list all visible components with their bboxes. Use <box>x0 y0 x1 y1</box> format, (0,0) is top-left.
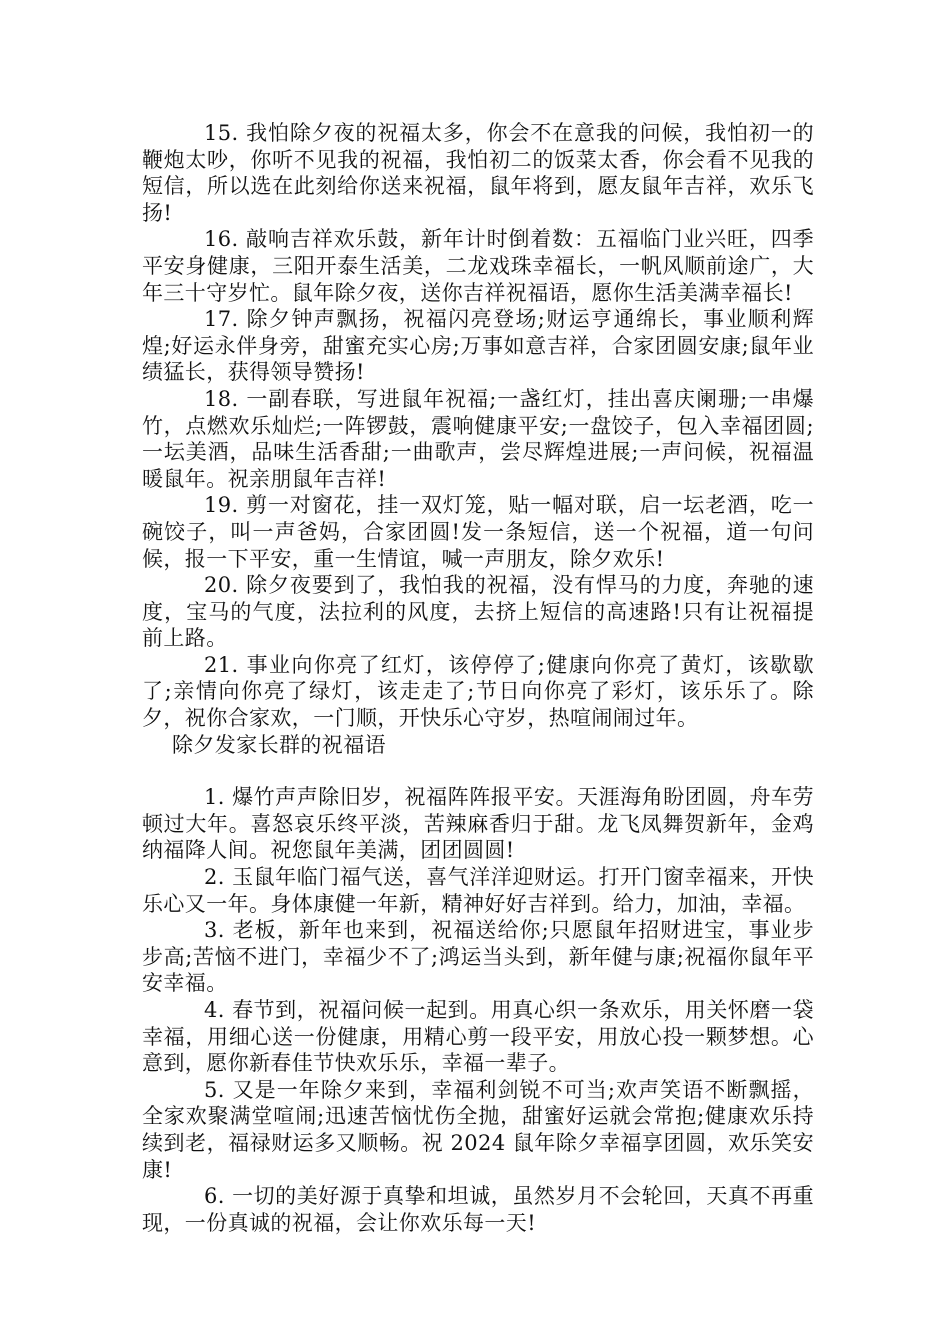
paragraph-15: 15. 我怕除夕夜的祝福太多，你会不在意我的问候，我怕初一的鞭炮太吵，你听不见我的祝福，我怕初二的饭菜太香，你会看不见我的短信，所以选在此刻给你送来祝福，鼠年将到，愿友鼠年吉祥，欢乐飞扬! <box>142 121 814 225</box>
document-body <box>142 120 814 1236</box>
paragraph-17: 17. 除夕钟声飘扬，祝福闪亮登场;财运亨通绵长，事业顺利辉煌;好运永伴身旁，甜蜜充实心房;万事如意吉祥，合家团圆安康;鼠年业绩猛长，获得领导赞扬! <box>142 307 814 385</box>
paragraph-4: 4. 春节到，祝福问候一起到。用真心织一条欢乐，用关怀磨一袋幸福，用细心送一份健康，用精心剪一段平安，用放心投一颗梦想。心意到，愿你新春佳节快欢乐乐，幸福一辈子。 <box>142 998 814 1076</box>
paragraph-1: 1. 爆竹声声除旧岁，祝福阵阵报平安。天涯海角盼团圆，舟车劳顿过大年。喜怒哀乐终平淡，苦辣麻香归于甜。龙飞凤舞贺新年，金鸡纳福降人间。祝您鼠年美满，团团圆圆! <box>142 785 814 863</box>
section-heading: 除夕发家长群的祝福语 <box>172 732 386 757</box>
paragraph-5: 5. 又是一年除夕来到，幸福利剑锐不可当;欢声笑语不断飘摇，全家欢聚满堂喧闹;迅速苦恼忧伤全抛，甜蜜好运就会常抱;健康欢乐持续到老，福禄财运多又顺畅。祝 2024 鼠年除夕幸福享团圆，欢乐笑安康! <box>142 1077 814 1182</box>
blank-line <box>142 758 814 784</box>
paragraph-20: 20. 除夕夜要到了，我怕我的祝福，没有悍马的力度，奔驰的速度，宝马的气度，法拉利的风度，去挤上短信的高速路!只有让祝福提前上路。 <box>142 573 814 651</box>
paragraph-2: 2. 玉鼠年临门福气送，喜气洋洋迎财运。打开门窗幸福来，开快乐心又一年。身体康健一年新，精神好好吉祥到。给力，加油，幸福。 <box>142 865 814 916</box>
paragraph-6: 6. 一切的美好源于真挚和坦诚，虽然岁月不会轮回，天真不再重现，一份真诚的祝福，会让你欢乐每一天! <box>142 1184 814 1235</box>
paragraph-21: 21. 事业向你亮了红灯，该停停了;健康向你亮了黄灯，该歇歇了;亲情向你亮了绿灯，该走走了;节日向你亮了彩灯，该乐乐了。除夕，祝你合家欢，一门顺，开快乐心守岁，热喧闹闹过年。 <box>142 652 814 731</box>
paragraph-16: 16. 敲响吉祥欢乐鼓，新年计时倒着数：五福临门业兴旺，四季平安身健康，三阳开泰生活美，二龙戏珠幸福长，一帆风顺前途广，大年三十守岁忙。鼠年除夕夜，送你吉祥祝福语，愿你生活美满幸福长! <box>142 227 814 305</box>
paragraph-18: 18. 一副春联，写进鼠年祝福;一盏红灯，挂出喜庆阑珊;一串爆竹，点燃欢乐灿烂;一阵锣鼓，震响健康平安;一盘饺子，包入幸福团圆;一坛美酒，品味生活香甜;一曲歌声，尝尽辉煌进展;一声问候，祝福温暖鼠年。祝亲朋鼠年吉祥! <box>142 386 814 491</box>
paragraph-3: 3. 老板，新年也来到，祝福送给你;只愿鼠年招财进宝，事业步步高;苦恼不进门，幸福少不了;鸿运当头到，新年健与康;祝福你鼠年平安幸福。 <box>142 918 814 996</box>
paragraph-19: 19. 剪一对窗花，挂一双灯笼，贴一幅对联，启一坛老酒，吃一碗饺子，叫一声爸妈，合家团圆!发一条短信，送一个祝福，道一句问候，报一下平安，重一生情谊，喊一声朋友，除夕欢乐! <box>142 493 814 571</box>
